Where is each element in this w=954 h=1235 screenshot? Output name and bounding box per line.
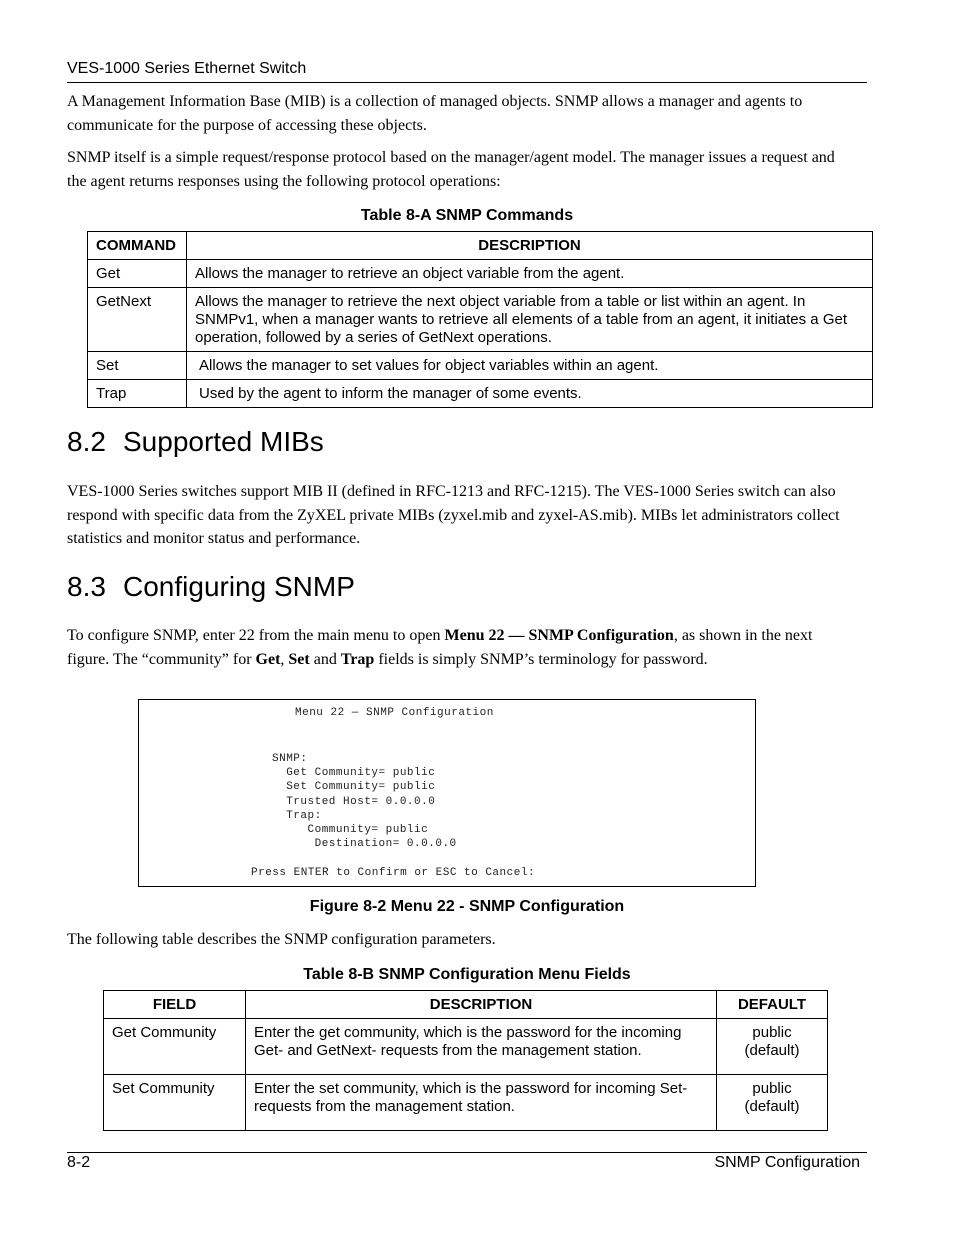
snmp-commands-table [87,231,873,408]
table-header-row [88,232,873,260]
intro-paragraph-1: A Management Information Base (MIB) is a collection of managed objects. SNMP allows a manager and agents to communicate for the purpose of accessing these objects. [67,93,803,134]
table-b-caption: Table 8-B SNMP Configuration Menu Fields [303,966,631,983]
chapter-title: SNMP Configuration [714,1154,860,1171]
table-a-caption: Table 8-A SNMP Commands [360,207,574,224]
column-header: DEFAULT [717,991,828,1019]
terminal-line: Community= public [272,824,429,837]
field-cell: Set Community [104,1075,246,1131]
description-cell: Allows the manager to retrieve the next object variable from a table or list within an agent. In SNMPv1, when a manager wants to retrieve all elements of a table from an agent, it initiates a Get operation, followed by a series of GetNext operations. [187,288,873,352]
description-cell: Used by the agent to inform the manager of some events. [187,380,873,408]
section-number: 8.3 [67,571,106,602]
text-run: and [309,650,341,668]
command-cell: Set [88,352,187,380]
field-name-trap: Trap [340,650,375,668]
command-cell: GetNext [88,288,187,352]
field-cell: Get Community [104,1019,246,1075]
column-header: COMMAND [88,232,187,260]
section-heading-8-3 [67,571,355,603]
running-header: VES-1000 Series Ethernet Switch [67,60,307,77]
section-heading-8-2 [67,426,324,458]
footer-rule [67,1152,867,1153]
terminal-screen-figure [138,699,756,887]
column-header: DESCRIPTION [187,232,873,260]
description-cell: Allows the manager to retrieve an object variable from the agent. [187,260,873,288]
table-row [104,1019,828,1075]
terminal-line: Trap: [272,809,322,822]
terminal-line: Trusted Host= 0.0.0.0 [272,795,436,808]
text-run: , [280,650,289,668]
default-cell: public (default) [717,1075,828,1131]
table-row [88,288,873,352]
command-cell: Trap [88,380,187,408]
terminal-line: Set Community= public [272,781,436,794]
field-name-get: Get [255,650,281,668]
terminal-line: Get Community= public [272,767,436,780]
table-b-intro-paragraph: The following table describes the SNMP configuration parameters. [67,931,496,948]
section-title: Supported MIBs [123,426,324,457]
table-row [88,260,873,288]
field-name-set: Set [288,650,310,668]
command-cell: Get [88,260,187,288]
snmp-config-fields-table [103,990,828,1131]
table-row [88,380,873,408]
terminal-line: Destination= 0.0.0.0 [272,838,457,851]
terminal-prompt: Press ENTER to Confirm or ESC to Cancel: [251,867,536,879]
configuring-snmp-paragraph [67,624,857,671]
table-header-row [104,991,828,1019]
figure-caption: Figure 8-2 Menu 22 - SNMP Configuration [309,898,625,915]
page-number: 8-2 [67,1154,91,1171]
text-run: fields is simply SNMP’s terminology for password. [374,650,708,668]
terminal-line: SNMP: [272,753,308,765]
supported-mibs-paragraph: VES-1000 Series switches support MIB II (defined in RFC-1213 and RFC-1215). The VES-1000 Series switch can also respond with specific data from the ZyXEL private MIBs (zyxel.mib and zyxel-AS.mib). MIBs let administrators collect statistics and monitor status and performance. [67,483,840,547]
section-title: Configuring SNMP [123,571,355,602]
description-cell: Enter the set community, which is the password for incoming Set- requests from the management station. [246,1075,717,1131]
menu-reference: Menu 22 — SNMP Configuration [444,627,674,644]
table-row [104,1075,828,1131]
text-run: , as shown in the next figure. The “community” for [67,627,813,668]
terminal-menu-body [272,752,457,851]
description-cell: Enter the get community, which is the password for the incoming Get- and GetNext- requests from the management station. [246,1019,717,1075]
default-cell: public (default) [717,1019,828,1075]
terminal-menu-title: Menu 22 — SNMP Configuration [295,707,494,719]
text-run: To configure SNMP, enter 22 from the main menu to open [67,627,445,644]
table-row [88,352,873,380]
header-rule [67,82,867,83]
intro-paragraph-2: SNMP itself is a simple request/response protocol based on the manager/agent model. The manager issues a request and the agent returns responses using the following protocol operations: [67,149,835,190]
description-cell: Allows the manager to set values for object variables within an agent. [187,352,873,380]
column-header: FIELD [104,991,246,1019]
column-header: DESCRIPTION [246,991,717,1019]
section-number: 8.2 [67,426,106,457]
